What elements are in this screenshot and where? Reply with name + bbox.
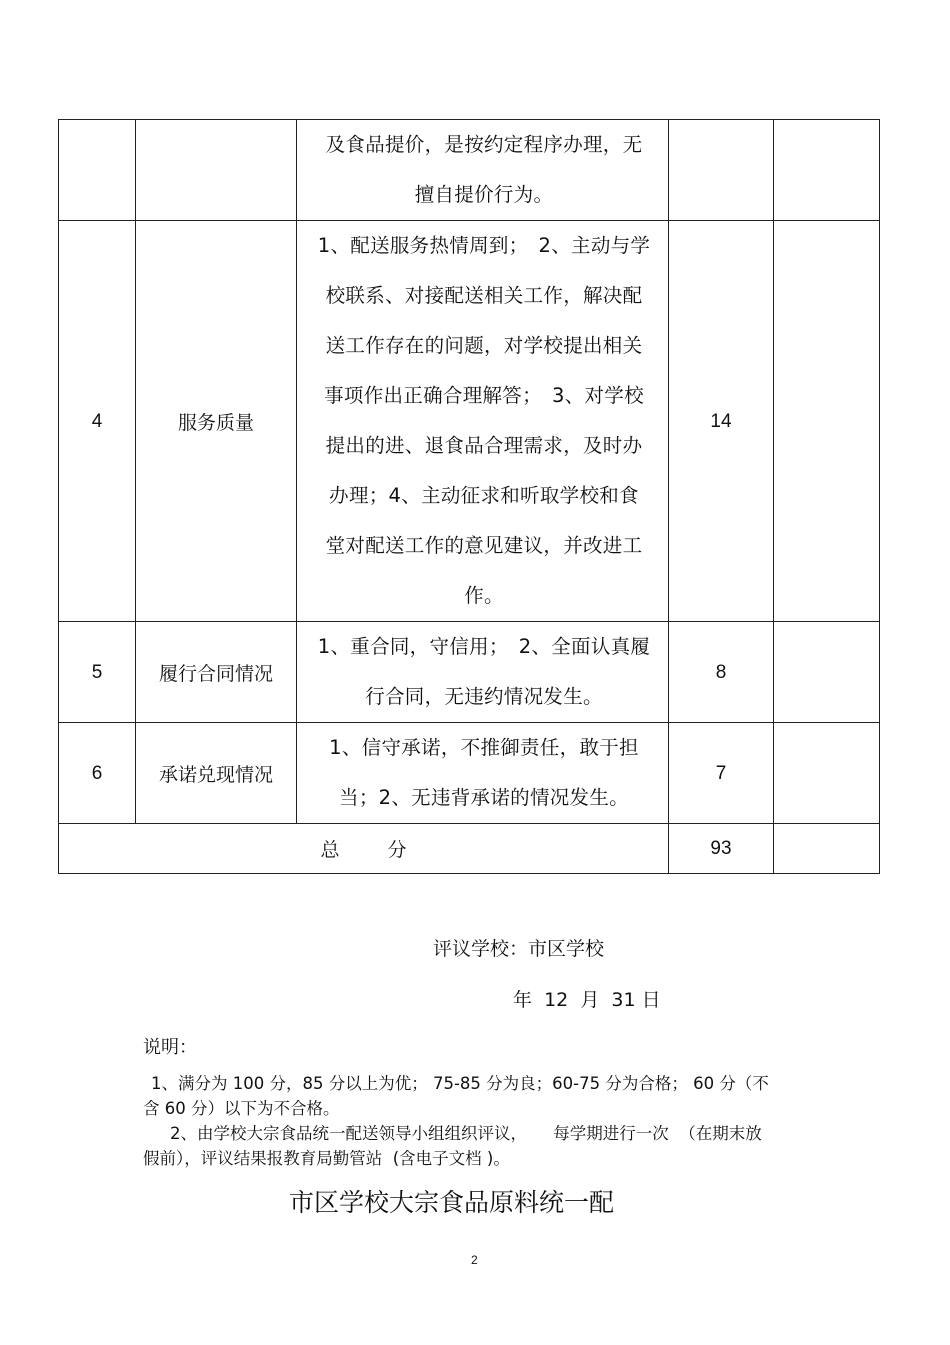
criteria-line: 1、信守承诺，不推御责任，敢于担 [329,736,639,759]
score-cell: 14 [669,221,774,622]
criteria-line: 擅自提价行为。 [414,183,554,206]
item-cell: 履行合同情况 [136,622,297,723]
remark-cell [774,723,880,824]
next-section-heading: 市区学校大宗食品原料统一配 [289,1188,615,1217]
criteria-line: 及食品提价，是按约定程序办理，无 [325,133,643,156]
criteria-line: 行合同，无违约情况发生。 [365,685,603,708]
row-number-cell: 6 [59,723,136,824]
criteria-cell [297,723,669,824]
evaluation-date: 年 12 月 31 日 [513,989,661,1011]
row-number-cell [59,120,136,221]
total-score-cell [669,824,774,874]
total-label: 总分 [320,839,455,861]
criteria-line: 1、配送服务热情周到； 2、主动与学 [317,234,651,257]
table-row [59,622,880,723]
score-cell [669,120,774,221]
table-row [59,221,880,622]
criteria-line: 送工作存在的问题，对学校提出相关 [325,334,643,357]
row-number-cell: 4 [59,221,136,622]
criteria-line: 提出的进、退食品合理需求，及时办 [325,434,643,457]
criteria-cell [297,120,669,221]
criteria-line: 当；2、无违背承诺的情况发生。 [339,786,629,809]
criteria-cell [297,622,669,723]
item-cell: 服务质量 [136,221,297,622]
evaluating-school: 评议学校：市区学校 [433,938,605,960]
score-cell: 7 [669,723,774,824]
note-line: 含 60 分）以下为不合格。 [143,1099,340,1118]
criteria-line: 堂对配送工作的意见建议，并改进工 [325,534,643,557]
criteria-line: 事项作出正确合理解答； 3、对学校 [324,384,644,407]
remark-cell [774,120,880,221]
note-line: 2、由学校大宗食品统一配送领导小组组织评议， 每学期进行一次 （在期末放 [170,1124,762,1143]
criteria-line: 校联系、对接配送相关工作，解决配 [325,284,643,307]
page-number: 2 [471,1253,478,1267]
remark-cell [774,824,880,874]
remark-cell [774,622,880,723]
note-line: 假前），评议结果报教育局勤管站 (含电子文档 )。 [143,1149,510,1168]
notes-title: 说明： [143,1037,197,1058]
score-cell: 8 [669,622,774,723]
remark-cell [774,221,880,622]
item-cell [136,120,297,221]
total-row [59,824,880,874]
evaluation-table [58,119,880,874]
criteria-line: 作。 [464,584,504,607]
row-number-cell: 5 [59,622,136,723]
total-score: 93 [710,838,732,859]
total-label-cell [59,824,669,874]
note-line: 1、满分为 100 分，85 分以上为优； 75-85 分为良；60-75 分为合格； 60 分（不 [151,1074,769,1093]
criteria-cell [297,221,669,622]
table-row [59,120,880,221]
criteria-line: 办理；4、主动征求和听取学校和食 [329,484,639,507]
table-row [59,723,880,824]
item-cell: 承诺兑现情况 [136,723,297,824]
criteria-line: 1、重合同，守信用； 2、全面认真履 [317,635,651,658]
